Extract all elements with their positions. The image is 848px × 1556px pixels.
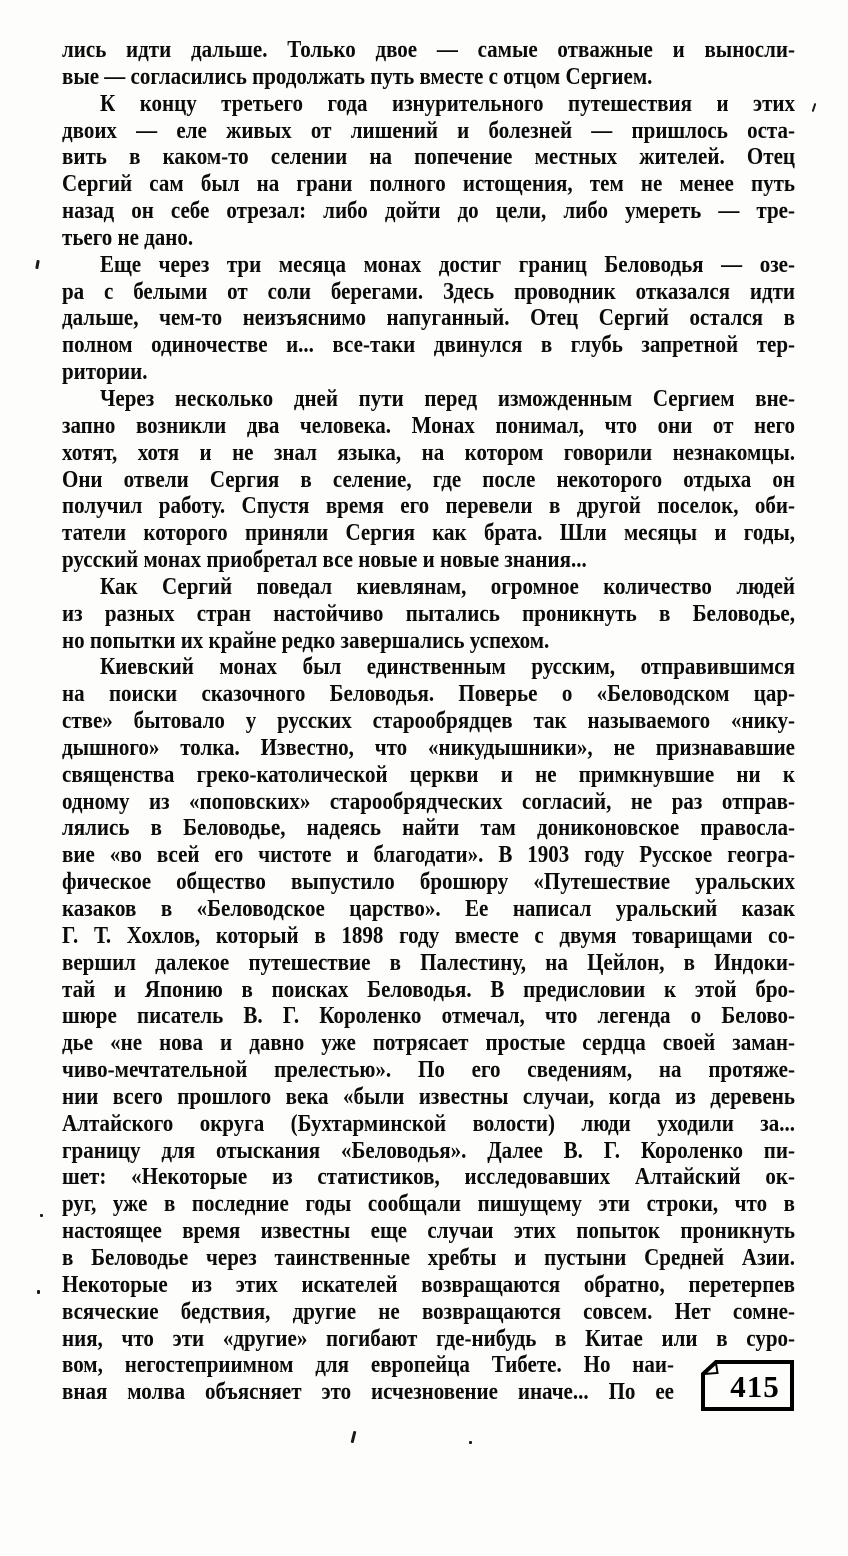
text-line: Некоторые из этих искателей возвращаются обратно, перетерпев	[62, 1269, 795, 1298]
scan-speck	[812, 103, 817, 112]
text-line: на поиски сказочного Беловодья. Поверье о «Беловодском цар-	[62, 679, 795, 707]
text-line: но попытки их крайне редко завершались успехом.	[62, 625, 550, 654]
text-line: вная молва объясняет это исчезновение иначе... По ее	[62, 1376, 674, 1405]
text-line: Они отвели Сергия в селение, где после некоторого отдыха он	[62, 464, 795, 493]
text-line: одному из «поповских» старообрядческих согласий, не раз отправ-	[62, 786, 795, 815]
text-line: шюре писатель В. Г. Короленко отмечал, что легенда о Белово-	[62, 1001, 795, 1030]
text-line: дье «не нова и давно уже потрясает простые сердца своей заман-	[62, 1028, 795, 1056]
text-line: ния, что эти «другие» погибают где-нибудь в Китае или в суро-	[62, 1323, 795, 1352]
page-number-box	[700, 1359, 796, 1413]
text-line: нии всего прошлого века «были известны случаи, когда из деревень	[62, 1081, 795, 1110]
text-line: дышного» толка. Известно, что «никудышники», не признававшие	[62, 732, 795, 761]
text-line: Сергий сам был на грани полного истощения, тем не менее путь	[62, 169, 795, 197]
text-line: русский монах приобретал все новые и новые знания...	[62, 544, 587, 573]
text-line: К концу третьего года изнурительного путешествия и этих	[100, 88, 795, 117]
text-line: вом, негостеприимном для европейца Тибете. Но наи-	[62, 1350, 674, 1378]
text-line: в Беловодье через таинственные хребты и пустыни Средней Азии.	[62, 1242, 795, 1271]
text-line: из разных стран настойчиво пытались проникнуть в Беловодье,	[62, 598, 795, 627]
paragraph	[62, 653, 795, 1405]
scan-speck	[40, 1214, 43, 1217]
text-line: Через несколько дней пути перед изможденным Сергием вне-	[100, 383, 795, 412]
text-line: назад он себе отрезал: либо дойти до цели, либо умереть — тре-	[62, 195, 795, 224]
page-text	[62, 36, 795, 1405]
text-line: казаков в «Беловодское царство». Ее написал уральский казак	[62, 893, 795, 922]
text-line: чиво-мечтательной прелестью». По его сведениям, на протяже-	[62, 1054, 795, 1083]
text-line: стве» бытовало у русских старообрядцев так называемого «нику-	[62, 705, 795, 734]
text-line: татели которого приняли Сергия как брата. Шли месяцы и годы,	[62, 517, 795, 546]
text-line: двоих — еле живых от лишений и болезней — пришлось оста-	[62, 115, 795, 144]
text-line: руг, уже в последние годы сообщали пишущему эти строки, что в	[62, 1189, 795, 1217]
text-line: тай и Японию в поисках Беловодья. В предисловии к этой бро-	[62, 974, 795, 1003]
text-line: лись идти дальше. Только двое — самые отважные и выносли-	[62, 34, 795, 63]
text-line: вые — согласились продолжать путь вместе с отцом Сергием.	[62, 61, 653, 90]
paragraph	[62, 573, 795, 654]
text-line: священства греко-католической церкви и не примкнувшие ни к	[62, 759, 795, 788]
text-line: хотят, хотя и не знал языка, на котором говорили незнакомцы.	[62, 437, 795, 466]
text-line: вие «во всей его чистоте и благодати». В 1903 году Русское геогра-	[62, 840, 795, 868]
paragraph	[62, 251, 795, 385]
text-line: ритории.	[62, 356, 148, 385]
text-line: Г. Т. Хохлов, который в 1898 году вместе с двумя товарищами со-	[62, 920, 795, 949]
text-line: фическое общество выпустило брошюру «Путешествие уральских	[62, 866, 795, 895]
scan-speck	[469, 1441, 472, 1444]
page-number: 415	[730, 1369, 780, 1404]
text-line: получил работу. Спустя время его перевели в другой поселок, оби-	[62, 491, 795, 519]
text-line: вить в каком-то селении на попечение местных жителей. Отец	[62, 142, 795, 171]
scan-speck	[351, 1431, 357, 1443]
text-line: запно возникли два человека. Монах понимал, что они от него	[62, 410, 795, 439]
paragraph	[62, 385, 795, 573]
text-line: ра с белыми от соли берегами. Здесь проводник отказался идти	[62, 276, 795, 305]
text-line: дальше, чем-то неизъяснимо напуганный. Отец Сергий остался в	[62, 303, 795, 332]
text-line: настоящее время известны еще случаи этих попыток проникнуть	[62, 1215, 795, 1244]
scan-speck	[37, 1290, 40, 1294]
text-line: границу для отыскания «Беловодья». Далее В. Г. Короленко пи-	[62, 1135, 795, 1164]
text-line: Еще через три месяца монах достиг границ Беловодья — озе-	[100, 249, 795, 278]
paragraph	[62, 90, 795, 251]
text-line: лялись в Беловодье, надеясь найти там дониконовское правосла-	[62, 813, 795, 842]
text-line: Алтайского округа (Бухтарминской волости) люди уходили за...	[62, 1108, 795, 1137]
text-line: тьего не дано.	[62, 222, 194, 251]
text-line: шет: «Некоторые из статистиков, исследовавших Алтайский ок-	[62, 1162, 795, 1191]
paragraph	[62, 36, 795, 90]
text-line: полном одиночестве и... все-таки двинулся в глубь запретной тер-	[62, 330, 795, 358]
text-line: Как Сергий поведал киевлянам, огромное количество людей	[100, 571, 795, 600]
text-line: вершил далекое путешествие в Палестину, на Цейлон, в Индоки-	[62, 947, 795, 976]
text-line: Киевский монах был единственным русским, отправившимся	[100, 652, 795, 681]
text-line: всяческие бедствия, другие не возвращаются совсем. Нет сомне-	[62, 1296, 795, 1325]
scan-speck	[35, 260, 40, 269]
